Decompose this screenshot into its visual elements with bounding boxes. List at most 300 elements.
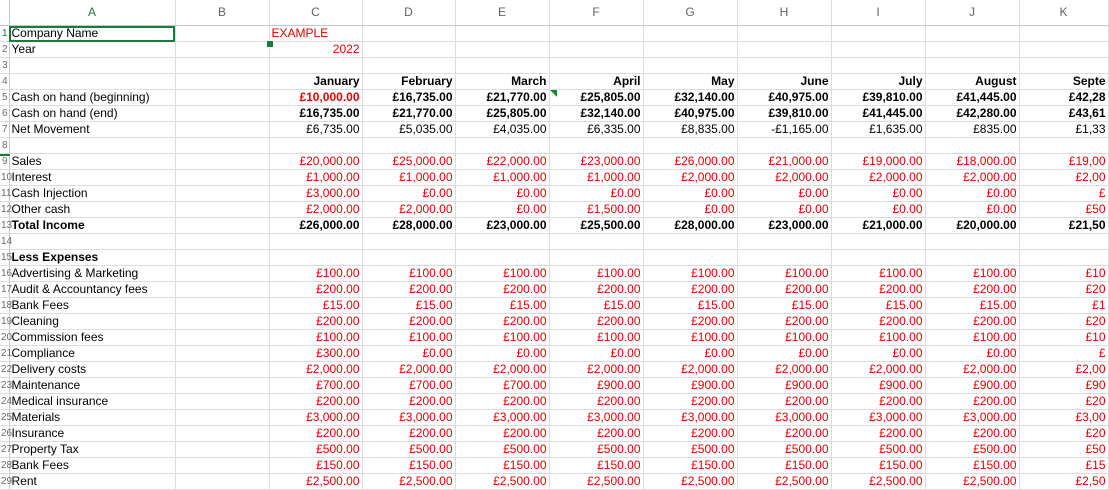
cell[interactable] — [1019, 58, 1108, 74]
column-header-i[interactable]: I — [831, 0, 925, 26]
value-cell[interactable]: £2,00 — [1019, 362, 1108, 378]
value-cell[interactable]: £200.00 — [362, 314, 455, 330]
cell[interactable] — [175, 90, 269, 106]
value-cell[interactable]: £4,035.00 — [455, 122, 549, 138]
value-cell[interactable]: £100.00 — [643, 266, 737, 282]
value-cell[interactable]: £22,000.00 — [455, 154, 549, 170]
value-cell[interactable]: £200.00 — [362, 426, 455, 442]
row-header[interactable]: 21 — [0, 346, 9, 362]
cell[interactable] — [269, 58, 362, 74]
row-header[interactable]: 12 — [0, 202, 9, 218]
cell[interactable] — [737, 58, 831, 74]
value-cell[interactable]: £16,735.00 — [362, 90, 455, 106]
value-cell[interactable]: £42,28 — [1019, 90, 1108, 106]
value-cell[interactable]: £200.00 — [925, 282, 1019, 298]
cell[interactable] — [175, 346, 269, 362]
cell[interactable] — [925, 138, 1019, 154]
cell[interactable] — [643, 234, 737, 250]
company-name-label[interactable]: Company Name — [9, 26, 175, 42]
row-label[interactable]: Other cash — [9, 202, 175, 218]
cell[interactable] — [9, 234, 175, 250]
value-cell[interactable]: £1,000.00 — [269, 170, 362, 186]
value-cell[interactable]: £0.00 — [643, 202, 737, 218]
row-header[interactable]: 29 — [0, 474, 9, 490]
value-cell[interactable]: £20,000.00 — [269, 154, 362, 170]
column-header-h[interactable]: H — [737, 0, 831, 26]
month-header[interactable]: February — [362, 74, 455, 90]
value-cell[interactable]: £200.00 — [269, 426, 362, 442]
value-cell[interactable]: £39,810.00 — [737, 106, 831, 122]
value-cell[interactable]: £100.00 — [925, 330, 1019, 346]
cell[interactable] — [549, 138, 643, 154]
cell[interactable] — [175, 218, 269, 234]
cell[interactable] — [925, 42, 1019, 58]
value-cell[interactable]: £15.00 — [362, 298, 455, 314]
value-cell[interactable]: £15.00 — [831, 298, 925, 314]
value-cell[interactable]: £200.00 — [737, 314, 831, 330]
value-cell[interactable]: £2,500.00 — [643, 474, 737, 490]
value-cell[interactable]: £15.00 — [549, 298, 643, 314]
row-label[interactable]: Medical insurance — [9, 394, 175, 410]
value-cell[interactable]: £0.00 — [362, 346, 455, 362]
value-cell[interactable]: £900.00 — [643, 378, 737, 394]
row-header[interactable]: 11 — [0, 186, 9, 202]
value-cell[interactable]: £500.00 — [831, 442, 925, 458]
value-cell[interactable]: £40,975.00 — [643, 106, 737, 122]
row-header[interactable]: 10 — [0, 170, 9, 186]
value-cell[interactable]: £200.00 — [549, 426, 643, 442]
cell[interactable] — [175, 298, 269, 314]
value-cell[interactable]: £200.00 — [737, 394, 831, 410]
value-cell[interactable]: £100.00 — [269, 266, 362, 282]
total-value-cell[interactable]: £20,000.00 — [925, 218, 1019, 234]
cell[interactable] — [175, 426, 269, 442]
value-cell[interactable]: £200.00 — [455, 394, 549, 410]
value-cell[interactable]: £300.00 — [269, 346, 362, 362]
value-cell[interactable]: £3,000.00 — [925, 410, 1019, 426]
row-label[interactable]: Cash on hand (beginning) — [9, 90, 175, 106]
row-header[interactable]: 6 — [0, 106, 9, 122]
total-value-cell[interactable]: £23,000.00 — [737, 218, 831, 234]
cell[interactable] — [455, 42, 549, 58]
year-value[interactable]: 2022 — [269, 42, 362, 58]
month-header[interactable]: January — [269, 74, 362, 90]
value-cell[interactable]: £500.00 — [925, 442, 1019, 458]
cell[interactable] — [175, 250, 269, 266]
cell[interactable] — [831, 42, 925, 58]
value-cell[interactable]: £200.00 — [643, 394, 737, 410]
cell[interactable] — [643, 138, 737, 154]
value-cell[interactable]: £700.00 — [362, 378, 455, 394]
value-cell[interactable]: £200.00 — [925, 314, 1019, 330]
value-cell[interactable]: £2,500.00 — [925, 474, 1019, 490]
value-cell[interactable]: £2,000.00 — [737, 170, 831, 186]
value-cell[interactable]: £500.00 — [362, 442, 455, 458]
month-header[interactable]: March — [455, 74, 549, 90]
cell[interactable] — [455, 234, 549, 250]
column-header-a[interactable]: A — [9, 0, 175, 26]
value-cell[interactable]: £2,000.00 — [269, 202, 362, 218]
value-cell[interactable]: £0.00 — [737, 186, 831, 202]
value-cell[interactable]: £100.00 — [831, 266, 925, 282]
cell[interactable] — [1019, 26, 1108, 42]
row-label[interactable]: Delivery costs — [9, 362, 175, 378]
value-cell[interactable]: £20 — [1019, 426, 1108, 442]
value-cell[interactable]: £8,835.00 — [643, 122, 737, 138]
row-header[interactable]: 14 — [0, 234, 9, 250]
value-cell[interactable]: £200.00 — [362, 282, 455, 298]
value-cell[interactable]: £50 — [1019, 442, 1108, 458]
value-cell[interactable]: £200.00 — [269, 314, 362, 330]
value-cell[interactable]: £3,00 — [1019, 410, 1108, 426]
month-header[interactable]: Septe — [1019, 74, 1108, 90]
value-cell[interactable]: £900.00 — [831, 378, 925, 394]
value-cell[interactable]: £0.00 — [549, 186, 643, 202]
cell[interactable] — [737, 42, 831, 58]
value-cell[interactable]: £100.00 — [455, 330, 549, 346]
value-cell[interactable]: £100.00 — [455, 266, 549, 282]
value-cell[interactable]: £100.00 — [549, 330, 643, 346]
value-cell[interactable]: £43,61 — [1019, 106, 1108, 122]
row-header[interactable]: 17 — [0, 282, 9, 298]
cell[interactable] — [643, 42, 737, 58]
value-cell[interactable]: £26,000.00 — [643, 154, 737, 170]
value-cell[interactable]: £2,50 — [1019, 474, 1108, 490]
cell[interactable] — [925, 26, 1019, 42]
column-header-f[interactable]: F — [549, 0, 643, 26]
cell[interactable] — [9, 74, 175, 90]
value-cell[interactable]: £500.00 — [269, 442, 362, 458]
cell[interactable] — [175, 26, 269, 42]
value-cell[interactable]: £200.00 — [269, 282, 362, 298]
cell[interactable] — [175, 362, 269, 378]
cell[interactable] — [549, 250, 643, 266]
value-cell[interactable]: £3,000.00 — [831, 410, 925, 426]
cell[interactable] — [549, 26, 643, 42]
value-cell[interactable]: £500.00 — [549, 442, 643, 458]
row-header[interactable]: 1 — [0, 26, 9, 42]
row-header[interactable]: 7 — [0, 122, 9, 138]
cell[interactable] — [175, 154, 269, 170]
cell[interactable] — [175, 378, 269, 394]
value-cell[interactable]: £25,805.00 — [549, 90, 643, 106]
cell[interactable] — [175, 474, 269, 490]
value-cell[interactable]: £100.00 — [362, 266, 455, 282]
row-header[interactable]: 20 — [0, 330, 9, 346]
value-cell[interactable]: £ — [1019, 186, 1108, 202]
company-name-value[interactable]: EXAMPLE — [269, 26, 362, 42]
cell[interactable] — [175, 122, 269, 138]
row-header[interactable]: 22 — [0, 362, 9, 378]
cell[interactable] — [643, 26, 737, 42]
total-value-cell[interactable]: £21,000.00 — [831, 218, 925, 234]
value-cell[interactable]: £700.00 — [455, 378, 549, 394]
value-cell[interactable]: £2,000.00 — [455, 362, 549, 378]
value-cell[interactable]: £20 — [1019, 282, 1108, 298]
value-cell[interactable]: £0.00 — [925, 346, 1019, 362]
cell[interactable] — [9, 58, 175, 74]
cell[interactable] — [362, 26, 455, 42]
value-cell[interactable]: £3,000.00 — [549, 410, 643, 426]
value-cell[interactable]: £100.00 — [362, 330, 455, 346]
row-header[interactable]: 28 — [0, 458, 9, 474]
value-cell[interactable]: £0.00 — [362, 186, 455, 202]
expenses-heading[interactable]: Less Expenses — [9, 250, 175, 266]
value-cell[interactable]: £150.00 — [737, 458, 831, 474]
year-label[interactable]: Year — [9, 42, 175, 58]
value-cell[interactable]: £200.00 — [643, 426, 737, 442]
value-cell[interactable]: £21,770.00 — [455, 90, 549, 106]
month-header[interactable]: June — [737, 74, 831, 90]
value-cell[interactable]: £25,805.00 — [455, 106, 549, 122]
value-cell[interactable]: £18,000.00 — [925, 154, 1019, 170]
row-label[interactable]: Cash Injection — [9, 186, 175, 202]
column-header-k[interactable]: K — [1019, 0, 1108, 26]
value-cell[interactable]: £0.00 — [925, 202, 1019, 218]
value-cell[interactable]: £15.00 — [925, 298, 1019, 314]
value-cell[interactable]: £41,445.00 — [831, 106, 925, 122]
cell[interactable] — [1019, 138, 1108, 154]
row-label[interactable]: Bank Fees — [9, 298, 175, 314]
value-cell[interactable]: £0.00 — [455, 202, 549, 218]
cell[interactable] — [925, 58, 1019, 74]
row-label[interactable]: Bank Fees — [9, 458, 175, 474]
cell[interactable] — [175, 170, 269, 186]
total-value-cell[interactable]: £21,50 — [1019, 218, 1108, 234]
value-cell[interactable]: £200.00 — [925, 426, 1019, 442]
row-label[interactable]: Net Movement — [9, 122, 175, 138]
row-label[interactable]: Interest — [9, 170, 175, 186]
value-cell[interactable]: £3,000.00 — [269, 186, 362, 202]
value-cell[interactable]: £3,000.00 — [455, 410, 549, 426]
cell[interactable] — [175, 282, 269, 298]
value-cell[interactable]: £15 — [1019, 458, 1108, 474]
cell[interactable] — [362, 58, 455, 74]
cell[interactable] — [269, 138, 362, 154]
value-cell[interactable]: £2,000.00 — [362, 362, 455, 378]
month-header[interactable]: July — [831, 74, 925, 90]
cell[interactable] — [737, 138, 831, 154]
value-cell[interactable]: £3,000.00 — [643, 410, 737, 426]
value-cell[interactable]: £6,335.00 — [549, 122, 643, 138]
value-cell[interactable]: £3,000.00 — [737, 410, 831, 426]
value-cell[interactable]: £3,000.00 — [362, 410, 455, 426]
value-cell[interactable]: £150.00 — [362, 458, 455, 474]
cell[interactable] — [549, 42, 643, 58]
cell[interactable] — [1019, 234, 1108, 250]
value-cell[interactable]: £0.00 — [643, 346, 737, 362]
cell[interactable] — [549, 234, 643, 250]
cell[interactable] — [831, 250, 925, 266]
cell[interactable] — [175, 42, 269, 58]
cell[interactable] — [175, 330, 269, 346]
value-cell[interactable]: £100.00 — [269, 330, 362, 346]
row-header[interactable]: 19 — [0, 314, 9, 330]
value-cell[interactable]: £15.00 — [455, 298, 549, 314]
value-cell[interactable]: £32,140.00 — [643, 90, 737, 106]
value-cell[interactable]: £150.00 — [455, 458, 549, 474]
cell[interactable] — [175, 266, 269, 282]
value-cell[interactable]: £0.00 — [831, 186, 925, 202]
row-header[interactable]: 25 — [0, 410, 9, 426]
value-cell[interactable]: £2,000.00 — [925, 362, 1019, 378]
value-cell[interactable]: £200.00 — [737, 426, 831, 442]
value-cell[interactable]: £19,00 — [1019, 154, 1108, 170]
value-cell[interactable]: £200.00 — [549, 282, 643, 298]
cell[interactable] — [831, 138, 925, 154]
fill-handle[interactable] — [266, 40, 274, 48]
value-cell[interactable]: £50 — [1019, 202, 1108, 218]
column-header-b[interactable]: B — [175, 0, 269, 26]
cell[interactable] — [175, 58, 269, 74]
value-cell[interactable]: £6,735.00 — [269, 122, 362, 138]
value-cell[interactable]: £1,000.00 — [455, 170, 549, 186]
value-cell[interactable]: £2,500.00 — [831, 474, 925, 490]
cell[interactable] — [175, 74, 269, 90]
value-cell[interactable]: -£1,165.00 — [737, 122, 831, 138]
cell[interactable] — [175, 202, 269, 218]
value-cell[interactable]: £15.00 — [737, 298, 831, 314]
row-label[interactable]: Insurance — [9, 426, 175, 442]
row-header[interactable]: 13 — [0, 218, 9, 234]
cell[interactable] — [831, 234, 925, 250]
value-cell[interactable]: £25,000.00 — [362, 154, 455, 170]
value-cell[interactable]: £2,500.00 — [549, 474, 643, 490]
row-header[interactable]: 4 — [0, 74, 9, 90]
value-cell[interactable]: £200.00 — [362, 394, 455, 410]
value-cell[interactable]: £100.00 — [643, 330, 737, 346]
column-header-d[interactable]: D — [362, 0, 455, 26]
value-cell[interactable]: £0.00 — [737, 202, 831, 218]
value-cell[interactable]: £2,000.00 — [549, 362, 643, 378]
value-cell[interactable]: £835.00 — [925, 122, 1019, 138]
cell[interactable] — [362, 138, 455, 154]
value-cell[interactable]: £200.00 — [831, 282, 925, 298]
value-cell[interactable]: £2,000.00 — [643, 362, 737, 378]
cell[interactable] — [175, 138, 269, 154]
value-cell[interactable]: £21,770.00 — [362, 106, 455, 122]
value-cell[interactable]: £500.00 — [455, 442, 549, 458]
row-label[interactable]: Property Tax — [9, 442, 175, 458]
total-value-cell[interactable]: £28,000.00 — [362, 218, 455, 234]
value-cell[interactable]: £1,000.00 — [362, 170, 455, 186]
total-income-label[interactable]: Total Income — [9, 218, 175, 234]
cell[interactable] — [175, 458, 269, 474]
value-cell[interactable]: £0.00 — [549, 346, 643, 362]
month-header[interactable]: April — [549, 74, 643, 90]
value-cell[interactable]: £200.00 — [643, 282, 737, 298]
value-cell[interactable]: £500.00 — [643, 442, 737, 458]
value-cell[interactable]: £200.00 — [455, 282, 549, 298]
value-cell[interactable]: £2,000.00 — [269, 362, 362, 378]
row-label[interactable]: Compliance — [9, 346, 175, 362]
value-cell[interactable]: £900.00 — [737, 378, 831, 394]
cell[interactable] — [737, 26, 831, 42]
row-header[interactable]: 2 — [0, 42, 9, 58]
value-cell[interactable]: £700.00 — [269, 378, 362, 394]
cell[interactable] — [831, 58, 925, 74]
value-cell[interactable]: £10,000.00 — [269, 90, 362, 106]
value-cell[interactable]: £200.00 — [643, 314, 737, 330]
value-cell[interactable]: £900.00 — [549, 378, 643, 394]
cell[interactable] — [362, 42, 455, 58]
value-cell[interactable]: £1 — [1019, 298, 1108, 314]
cell[interactable] — [175, 410, 269, 426]
cell[interactable] — [455, 58, 549, 74]
row-header[interactable]: 16 — [0, 266, 9, 282]
row-label[interactable]: Advertising & Marketing — [9, 266, 175, 282]
value-cell[interactable]: £100.00 — [925, 266, 1019, 282]
value-cell[interactable]: £0.00 — [925, 186, 1019, 202]
cell[interactable] — [175, 442, 269, 458]
value-cell[interactable]: £2,500.00 — [455, 474, 549, 490]
cell[interactable] — [269, 234, 362, 250]
row-header[interactable]: 9 — [0, 154, 9, 170]
value-cell[interactable]: £90 — [1019, 378, 1108, 394]
cell[interactable] — [175, 186, 269, 202]
total-value-cell[interactable]: £28,000.00 — [643, 218, 737, 234]
cell[interactable] — [737, 234, 831, 250]
month-header[interactable]: May — [643, 74, 737, 90]
row-label[interactable]: Commission fees — [9, 330, 175, 346]
value-cell[interactable]: £0.00 — [455, 346, 549, 362]
value-cell[interactable]: £2,500.00 — [362, 474, 455, 490]
cell[interactable] — [643, 58, 737, 74]
value-cell[interactable]: £2,500.00 — [269, 474, 362, 490]
value-cell[interactable]: £100.00 — [737, 266, 831, 282]
value-cell[interactable]: £150.00 — [925, 458, 1019, 474]
column-header-c[interactable]: C — [269, 0, 362, 26]
cell[interactable] — [455, 250, 549, 266]
cell[interactable] — [362, 250, 455, 266]
value-cell[interactable]: £42,280.00 — [925, 106, 1019, 122]
value-cell[interactable]: £200.00 — [549, 394, 643, 410]
row-header[interactable]: 23 — [0, 378, 9, 394]
value-cell[interactable]: £2,000.00 — [362, 202, 455, 218]
value-cell[interactable]: £ — [1019, 346, 1108, 362]
row-label[interactable]: Sales — [9, 154, 175, 170]
value-cell[interactable]: £40,975.00 — [737, 90, 831, 106]
cell[interactable] — [643, 250, 737, 266]
row-label[interactable]: Audit & Accountancy fees — [9, 282, 175, 298]
value-cell[interactable]: £150.00 — [549, 458, 643, 474]
value-cell[interactable]: £15.00 — [643, 298, 737, 314]
cell[interactable] — [175, 394, 269, 410]
column-header-e[interactable]: E — [455, 0, 549, 26]
value-cell[interactable]: £150.00 — [643, 458, 737, 474]
value-cell[interactable]: £15.00 — [269, 298, 362, 314]
column-header-g[interactable]: G — [643, 0, 737, 26]
value-cell[interactable]: £2,000.00 — [831, 362, 925, 378]
value-cell[interactable]: £10 — [1019, 330, 1108, 346]
row-label[interactable]: Cash on hand (end) — [9, 106, 175, 122]
row-header[interactable]: 27 — [0, 442, 9, 458]
select-all-corner[interactable] — [0, 0, 9, 26]
value-cell[interactable]: £3,000.00 — [269, 410, 362, 426]
column-header-j[interactable]: J — [925, 0, 1019, 26]
cell[interactable] — [925, 250, 1019, 266]
value-cell[interactable]: £200.00 — [455, 426, 549, 442]
cell[interactable] — [549, 58, 643, 74]
value-cell[interactable]: £1,33 — [1019, 122, 1108, 138]
value-cell[interactable]: £10 — [1019, 266, 1108, 282]
value-cell[interactable]: £2,000.00 — [737, 362, 831, 378]
row-label[interactable]: Maintenance — [9, 378, 175, 394]
value-cell[interactable]: £5,035.00 — [362, 122, 455, 138]
cell[interactable] — [175, 106, 269, 122]
value-cell[interactable]: £2,500.00 — [737, 474, 831, 490]
cell[interactable] — [175, 314, 269, 330]
